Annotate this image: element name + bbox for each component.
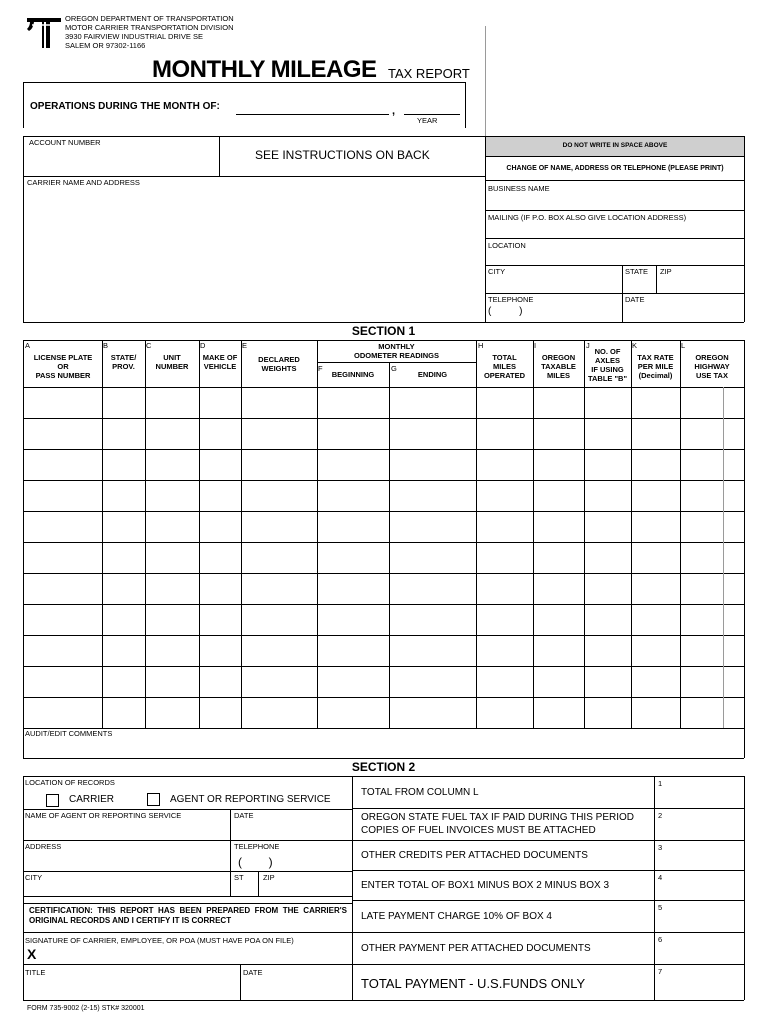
col-header-license-plate: LICENSE PLATE OR PASS NUMBER [33,353,93,380]
s2-zip-label: ZIP [263,873,275,882]
s2-date2-field[interactable] [243,979,349,997]
s2-st-label: ST [234,873,244,882]
table-row[interactable] [24,698,743,727]
payment-line-5-label: LATE PAYMENT CHARGE 10% OF BOX 4 [361,910,552,922]
change-header: CHANGE OF NAME, ADDRESS OR TELEPHONE (PLEASE PRINT) [506,165,724,172]
col-header-total-miles: TOTAL MILES OPERATED [483,353,526,380]
form-number: FORM 735-9002 (2-15) STK# 320001 [27,1005,145,1012]
mailing-field[interactable] [488,223,742,237]
payment-line-2-label: OREGON STATE FUEL TAX IF PAID DURING THIS PERIOD COPIES OF FUEL INVOICES MUST BE ATTACHED [361,812,634,836]
table-row[interactable] [24,512,743,541]
s2-city-label: CITY [25,873,43,882]
col-letter-b: B [103,341,109,350]
audit-comments-field[interactable] [26,740,742,756]
odot-logo [26,15,62,51]
address-label: ADDRESS [25,842,62,851]
s2-date-label: DATE [234,811,254,820]
instructions-note: SEE INSTRUCTIONS ON BACK [255,148,430,162]
location-label: LOCATION [488,241,526,250]
audit-label: AUDIT/EDIT COMMENTS [25,729,113,738]
payment-line-6-label: OTHER PAYMENT PER ATTACHED DOCUMENTS [361,942,591,954]
agent-option-label: AGENT OR REPORTING SERVICE [170,794,331,805]
table-row[interactable] [24,388,743,417]
certification-text: CERTIFICATION: THIS REPORT HAS BEEN PREPARED FROM THE CARRIER'S ORIGINAL RECORDS AND I CERTIFY IT IS CORRECT [29,906,347,925]
s2-telephone-field[interactable]: ( ) [238,855,273,869]
agent-name-label: NAME OF AGENT OR REPORTING SERVICE [25,811,182,820]
col-letter-d: D [200,341,206,350]
title-field[interactable] [26,979,238,997]
date-field[interactable] [625,306,742,320]
operations-label: OPERATIONS DURING THE MONTH OF: [30,101,220,112]
payment-line-7-label: TOTAL PAYMENT - U.S.FUNDS ONLY [361,975,586,991]
payment-box-3-field[interactable] [657,853,743,868]
zip-label: ZIP [660,267,672,276]
col-header-declared-weights: DECLARED WEIGHTS [258,355,300,373]
payment-box-3-number: 3 [658,843,663,852]
col-letter-c: C [146,341,152,350]
s2-date2-label: DATE [243,968,263,977]
section1-title: SECTION 1 [351,324,416,338]
state-label: STATE [625,267,649,276]
col-header-tax-rate: TAX RATE PER MILE (Decimal) [637,353,674,380]
state-field[interactable] [625,277,654,291]
title-label: TITLE [25,968,46,977]
col-header-state: STATE/ PROV. [110,353,137,371]
payment-box-6-field[interactable] [657,945,743,962]
col-header-beginning: BEGINNING [331,370,375,379]
col-header-unit-number: UNIT NUMBER [155,353,189,371]
carrier-name-label: CARRIER NAME AND ADDRESS [27,178,140,187]
section2-title: SECTION 2 [351,760,416,774]
payment-box-7-field[interactable] [657,977,743,998]
col-header-taxable-miles: OREGON TAXABLE MILES [541,353,576,380]
table-row[interactable] [24,636,743,665]
table-row[interactable] [24,481,743,510]
signature-field[interactable] [44,946,344,962]
account-number-label: ACCOUNT NUMBER [29,138,101,147]
col-letter-a: A [25,341,31,350]
table-row[interactable] [24,605,743,634]
col-letter-e: E [242,341,248,350]
payment-line-1-label: TOTAL FROM COLUMN L [361,786,479,798]
col-letter-l: L [681,341,686,350]
s2-city-field[interactable] [26,883,228,895]
table-row[interactable] [24,574,743,603]
location-of-records-label: LOCATION OF RECORDS [25,778,115,787]
col-letter-g: G [391,364,397,373]
telephone-label: TELEPHONE [488,295,534,304]
date-label: DATE [625,295,645,304]
account-number-field[interactable] [30,152,216,172]
s2-telephone-label: TELEPHONE [234,842,280,851]
city-label: CITY [488,267,506,276]
agency-line-4: SALEM OR 97302-1166 [65,41,146,50]
table-row[interactable] [24,543,743,572]
col-letter-f: F [318,364,323,373]
do-not-write-note: DO NOT WRITE IN SPACE ABOVE [562,142,668,149]
zip-field[interactable] [659,277,742,291]
agent-name-field[interactable] [26,822,228,838]
table-row[interactable] [24,450,743,479]
payment-box-2-number: 2 [658,811,663,820]
location-field[interactable] [488,251,742,265]
s2-date-field[interactable] [234,822,350,838]
payment-box-2-field[interactable] [657,821,743,838]
col-header-ending: ENDING [417,370,448,379]
payment-box-4-field[interactable] [657,883,743,898]
agency-line-3: 3930 FAIRVIEW INDUSTRIAL DRIVE SE [65,32,203,41]
col-header-use-tax: OREGON HIGHWAY USE TAX [694,353,730,380]
form-title: MONTHLY MILEAGE [152,56,377,83]
table-row[interactable] [24,667,743,696]
signature-x: X [27,946,37,962]
business-name-field[interactable] [488,194,742,208]
month-field[interactable] [236,114,389,115]
payment-box-6-number: 6 [658,935,663,944]
comma: , [392,105,396,117]
payment-line-3-label: OTHER CREDITS PER ATTACHED DOCUMENTS [361,849,588,861]
carrier-name-field[interactable] [27,190,482,318]
col-header-axles: NO. OF AXLES IF USING TABLE "B" [587,347,628,383]
col-letter-h: H [478,341,484,350]
agent-checkbox[interactable] [147,793,160,806]
col-letter-k: K [632,341,638,350]
payment-box-5-number: 5 [658,903,663,912]
payment-box-1-field[interactable] [657,789,743,806]
col-letter-i: I [534,341,537,350]
col-header-odometer: MONTHLY ODOMETER READINGS [353,342,439,360]
agency-line-1: OREGON DEPARTMENT OF TRANSPORTATION [65,14,234,23]
table-row[interactable] [24,419,743,448]
form-subtitle: TAX REPORT [388,66,470,81]
payment-box-7-number: 7 [658,967,663,976]
city-field[interactable] [488,277,620,291]
carrier-option-label: CARRIER [69,794,115,805]
mailing-label: MAILING (IF P.O. BOX ALSO GIVE LOCATION ADDRESS) [488,213,687,222]
year-field[interactable] [404,114,460,115]
telephone-field[interactable]: ( ) [488,306,523,317]
payment-box-1-number: 1 [658,779,663,788]
payment-line-4-label: ENTER TOTAL OF BOX1 MINUS BOX 2 MINUS BOX 3 [361,879,610,891]
col-header-make: MAKE OF VEHICLE [202,353,238,371]
payment-box-5-field[interactable] [657,913,743,930]
address-field[interactable] [26,853,228,869]
signature-label: SIGNATURE OF CARRIER, EMPLOYEE, OR POA (MUST HAVE POA ON FILE) [25,936,294,945]
year-label: YEAR [417,116,438,125]
col-letter-j: J [586,341,590,350]
agency-line-2: MOTOR CARRIER TRANSPORTATION DIVISION [65,23,234,32]
payment-box-4-number: 4 [658,873,663,882]
carrier-checkbox[interactable] [46,794,59,807]
business-name-label: BUSINESS NAME [488,184,550,193]
